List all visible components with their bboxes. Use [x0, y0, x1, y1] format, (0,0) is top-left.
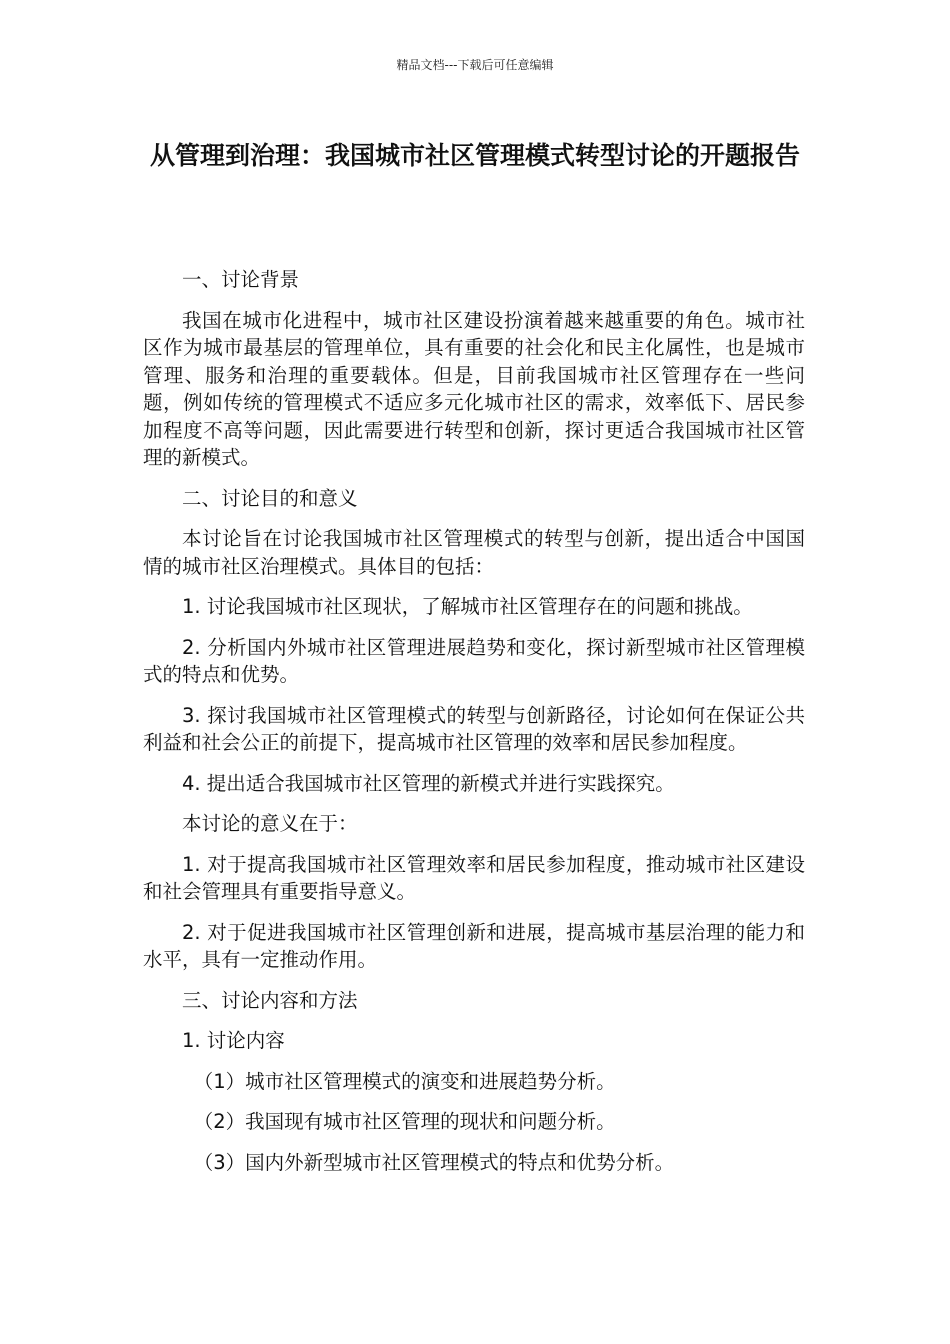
document-body — [143, 266, 805, 1176]
document-title: 从管理到治理：我国城市社区管理模式转型讨论的开题报告 — [149, 141, 800, 170]
list-item-content-1: （1）城市社区管理模式的演变和进展趋势分析。 — [193, 1069, 616, 1093]
list-item-content-2: （2）我国现有城市社区管理的现状和问题分析。 — [193, 1110, 616, 1133]
list-item-purpose-3: 3. 探讨我国城市社区管理模式的转型与创新路径，讨论如何在保证公共利益和社会公正的前提下，提高城市社区管理的效率和居民参加程度。 — [143, 703, 805, 754]
list-item-purpose-1: 1. 讨论我国城市社区现状，了解城市社区管理存在的问题和挑战。 — [182, 595, 753, 618]
list-item-purpose-2: 2. 分析国内外城市社区管理进展趋势和变化，探讨新型城市社区管理模式的特点和优势。 — [143, 635, 805, 686]
section-heading-background: 一、讨论背景 — [182, 268, 300, 291]
subsection-heading-content: 1. 讨论内容 — [182, 1029, 285, 1052]
list-item-significance-1: 1. 对于提高我国城市社区管理效率和居民参加程度，推动城市社区建设和社会管理具有重要指导意义。 — [143, 852, 805, 903]
list-item-significance-2: 2. 对于促进我国城市社区管理创新和进展，提高城市基层治理的能力和水平，具有一定推动作用。 — [143, 920, 805, 971]
paragraph-background: 我国在城市化进程中，城市社区建设扮演着越来越重要的角色。城市社区作为城市最基层的管理单位，具有重要的社会化和民主化属性，也是城市管理、服务和治理的重要载体。但是，目前我国城市社区管理存在一些问题，例如传统的管理模式不适应多元化城市社区的需求，效率低下、居民参加程度不高等问题，因此需要进行转型和创新，探讨更适合我国城市社区管理的新模式。 — [143, 308, 805, 469]
list-item-purpose-4: 4. 提出适合我国城市社区管理的新模式并进行实践探究。 — [182, 771, 675, 795]
section-heading-purpose: 二、讨论目的和意义 — [182, 486, 358, 510]
list-item-content-3: （3）国内外新型城市社区管理模式的特点和优势分析。 — [193, 1150, 675, 1174]
section-heading-content-method: 三、讨论内容和方法 — [182, 988, 358, 1012]
paragraph-purpose-intro: 本讨论旨在讨论我国城市社区管理模式的转型与创新，提出适合中国国情的城市社区治理模式。具体目的包括： — [143, 527, 805, 578]
paragraph-significance-intro: 本讨论的意义在于： — [182, 812, 358, 835]
page-header: 精品文档---下载后可任意编辑 — [396, 58, 554, 72]
